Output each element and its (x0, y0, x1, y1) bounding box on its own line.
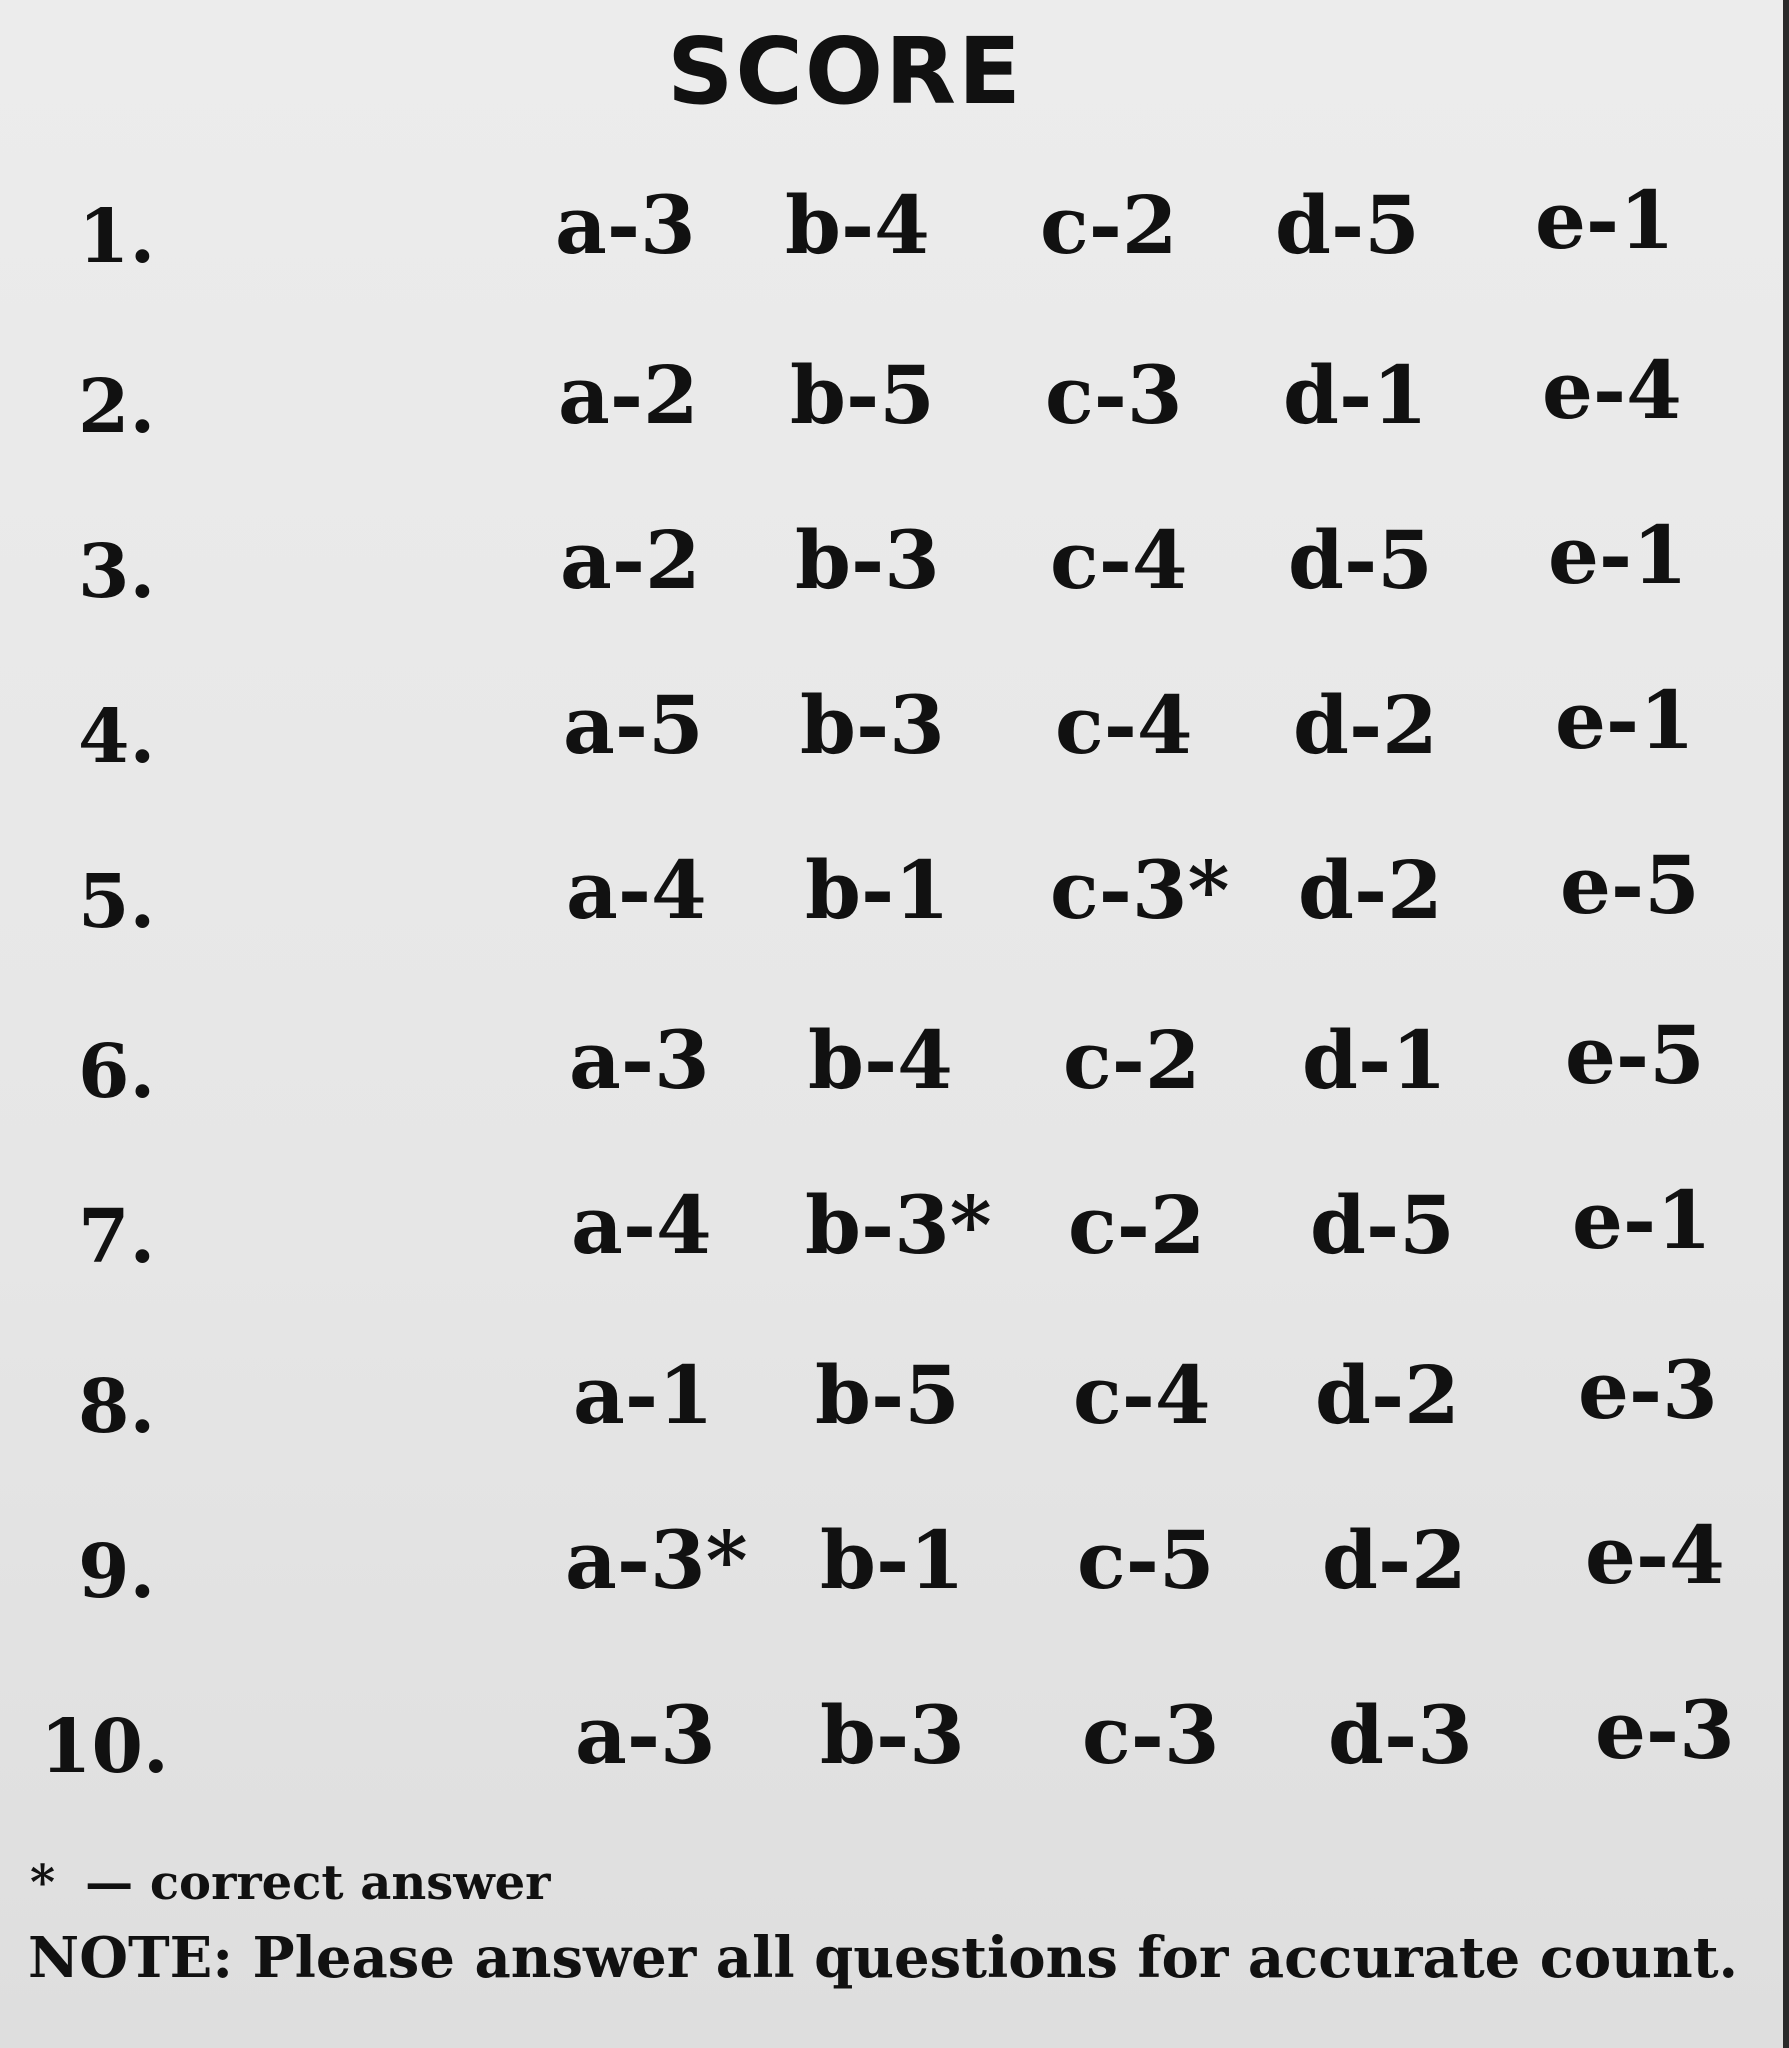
page-title: SCORE (667, 18, 1023, 125)
answer-score: c-2 (1063, 1013, 1201, 1107)
answer-score: a-3 (575, 1688, 716, 1782)
answer-score: c-2 (1040, 178, 1178, 272)
answer-score: c-3 (1082, 1688, 1220, 1782)
answer-score: d-2 (1322, 1513, 1467, 1607)
question-number: 2. (78, 364, 156, 450)
question-number: 7. (78, 1194, 156, 1280)
score-row (0, 343, 1789, 470)
answer-score: e-3 (1595, 1683, 1735, 1777)
answer-score: c-4 (1055, 678, 1193, 772)
legend (30, 1855, 550, 1911)
answer-score: a-2 (560, 513, 701, 607)
question-number: 5. (78, 859, 156, 945)
question-number: 10. (40, 1704, 169, 1790)
answer-score: b-1 (820, 1513, 965, 1607)
answer-score: b-3 (820, 1688, 965, 1782)
answer-score: b-4 (785, 178, 930, 272)
question-number: 1. (78, 194, 156, 280)
answer-score: e-1 (1535, 173, 1675, 267)
answer-score: d-2 (1315, 1348, 1460, 1442)
answer-score: e-5 (1565, 1008, 1705, 1102)
answer-score: b-3 (795, 513, 940, 607)
answer-score: e-1 (1572, 1173, 1712, 1267)
answer-score: e-4 (1542, 343, 1682, 437)
question-number: 6. (78, 1029, 156, 1115)
answer-score: e-1 (1555, 673, 1695, 767)
answer-score: d-2 (1293, 678, 1438, 772)
score-row (0, 673, 1789, 800)
score-row (0, 173, 1789, 300)
answer-score: c-5 (1077, 1513, 1215, 1607)
score-row (0, 508, 1789, 635)
answer-score: b-5 (815, 1348, 960, 1442)
answer-score: a-4 (566, 843, 707, 937)
answer-score: b-5 (790, 348, 935, 442)
answer-score: d-2 (1298, 843, 1443, 937)
answer-score: d-5 (1288, 513, 1433, 607)
question-number: 9. (78, 1529, 156, 1615)
answer-score: e-1 (1548, 508, 1688, 602)
answer-score: a-3 (569, 1013, 710, 1107)
answer-score: d-3 (1328, 1688, 1473, 1782)
answer-score: c-4 (1050, 513, 1188, 607)
question-number: 3. (78, 529, 156, 615)
note-text: NOTE: Please answer all questions for accurate count. (28, 1925, 1739, 1991)
answer-score: c-4 (1073, 1348, 1211, 1442)
score-row (0, 1343, 1789, 1470)
question-number: 4. (78, 694, 156, 780)
answer-score: b-1 (805, 843, 950, 937)
answer-score: d-1 (1302, 1013, 1447, 1107)
answer-score: b-3* (805, 1178, 992, 1272)
legend-text: — correct answer (85, 1855, 551, 1911)
answer-score: a-3* (565, 1513, 748, 1607)
answer-score: c-2 (1068, 1178, 1206, 1272)
answer-score: b-3 (800, 678, 945, 772)
answer-score: a-1 (573, 1348, 714, 1442)
answer-score: d-1 (1283, 348, 1428, 442)
answer-score: a-5 (563, 678, 704, 772)
score-row (0, 1683, 1789, 1810)
score-row (0, 1508, 1789, 1635)
question-number: 8. (78, 1364, 156, 1450)
answer-score: a-2 (558, 348, 699, 442)
answer-score: b-4 (808, 1013, 953, 1107)
score-row (0, 1008, 1789, 1135)
legend-symbol: * (30, 1855, 56, 1911)
answer-score: d-5 (1310, 1178, 1455, 1272)
score-row (0, 838, 1789, 965)
answer-score: c-3 (1045, 348, 1183, 442)
answer-score: a-4 (571, 1178, 712, 1272)
answer-score: e-3 (1578, 1343, 1718, 1437)
answer-score: d-5 (1275, 178, 1420, 272)
answer-score: c-3* (1050, 843, 1230, 937)
answer-score: a-3 (555, 178, 696, 272)
answer-score: e-5 (1560, 838, 1700, 932)
score-row (0, 1173, 1789, 1300)
answer-score: e-4 (1585, 1508, 1725, 1602)
